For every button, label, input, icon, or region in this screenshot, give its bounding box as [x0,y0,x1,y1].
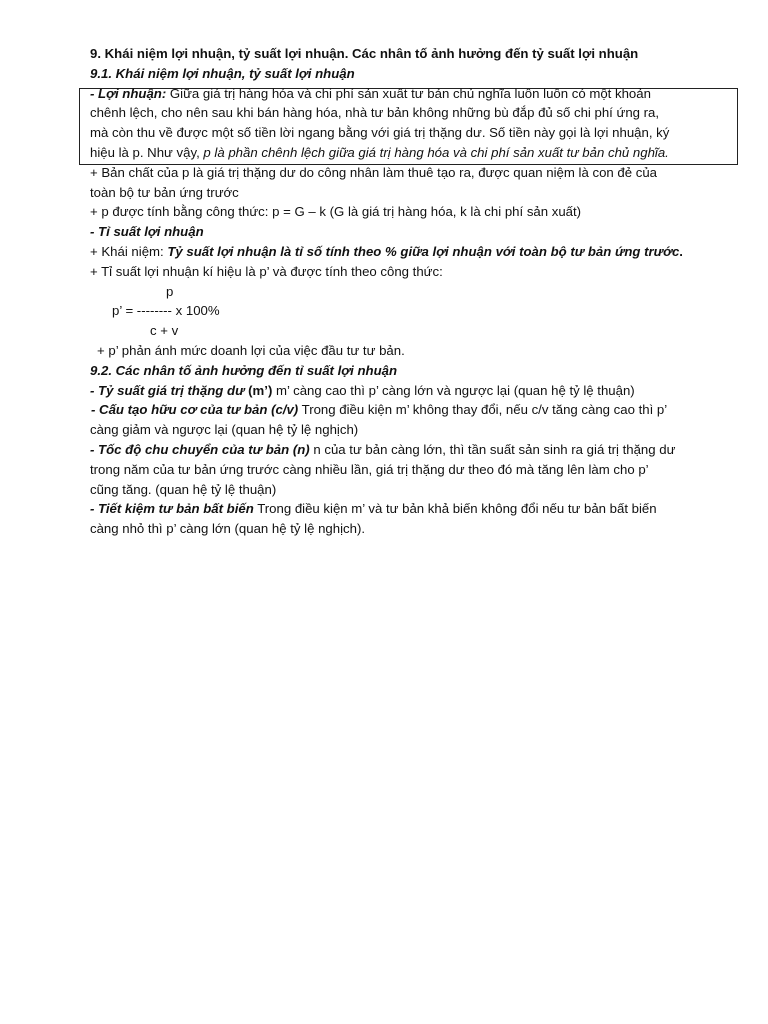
factor-3-text: n của tư bản càng lớn, thì tần suất sản sinh ra giá trị thặng dư [309,441,676,457]
profit-definition-line-2: chênh lệch, cho nên sau khi bán hàng hóa, nhà tư bản không những bù đắp đủ số chi phí ứng ra, [90,105,660,121]
concept-line [90,242,730,262]
profit-definition-line-3: mà còn thu về được một số tiền lời ngang bằng với giá trị thặng dư. Số tiền này gọi là lợi nhuận, ký [90,125,670,141]
factor-1-symbol: (m’) [248,382,273,398]
profit-definition-line-4 [90,143,730,163]
concept-text: Tỷ suất lợi nhuận là tỉ số tính theo % giữa lợi nhuận với toàn bộ tư bản ứng trước [167,243,680,259]
profit-definition-italic: p là phần chênh lệch giữa giá trị hàng hóa và chi phí sản xuất tư bản chủ nghĩa. [203,144,669,160]
subsection-heading-9-2: 9.2. Các nhân tố ảnh hưởng đến tỉ suất lợi nhuận [90,362,398,378]
factor-4-term: - Tiết kiệm tư bản bất biến [90,501,254,517]
factor-3-line [90,440,730,460]
factor-3-line-2: trong năm của tư bản ứng trước càng nhiều lần, giá trị thặng dư theo đó mà tăng lên làm cho p’ [90,461,649,477]
fraction-expression: p’ = -------- x 100% [112,303,220,319]
factor-3-line-3: cũng tăng. (quan hệ tỷ lệ thuận) [90,481,277,497]
concept-label: + Khái niệm: [90,243,168,259]
factor-2-line-2: càng giảm và ngược lại (quan hệ tỷ lệ nghịch) [90,422,359,438]
profit-rate-title: - Tỉ suất lợi nhuận [90,224,204,240]
factor-1-line [90,381,730,401]
profit-formula-line: + p được tính bằng công thức: p = G – k (G là giá trị hàng hóa, k là chi phí sản xuất) [90,204,582,220]
profit-symbol-text: hiệu là p. Như vậy, [90,144,204,160]
profit-definition-text: Giữa giá trị hàng hóa và chi phí sản xuất tư bản chủ nghĩa luôn luôn có một khoản [166,85,651,101]
essence-line-1: + Bản chất của p là giá trị thặng dư do công nhân làm thuê tạo ra, được quan niệm là con đẻ của [90,164,657,180]
factor-2-line [90,400,730,420]
fraction-denominator: c + v [150,323,179,339]
factor-4-text: Trong điều kiện m’ và tư bản khả biến không đổi nếu tư bản bất biến [253,501,657,517]
factor-4-line-2: càng nhỏ thì p’ càng lớn (quan hệ tỷ lệ nghịch). [90,521,366,537]
factor-2-term: - Cấu tạo hữu cơ của tư bản (c/v) [91,402,299,418]
essence-line-2: toàn bộ tư bản ứng trước [90,184,239,200]
factor-2-text: Trong điều kiện m’ không thay đổi, nếu c/v tăng càng cao thì p’ [298,402,668,418]
fraction-numerator: p [166,283,174,299]
factor-1-text: m’ càng cao thì p’ càng lớn và ngược lại (quan hệ tỷ lệ thuận) [272,382,635,398]
factor-3-term: - Tốc độ chu chuyển của tư bản (n) [90,441,310,457]
factor-1-term: - Tỷ suất giá trị thặng dư [90,382,249,398]
subsection-heading-9-1: 9.1. Khái niệm lợi nhuận, tỷ suất lợi nhuận [90,65,355,81]
factor-4-line [90,499,730,519]
symbol-line: + Tỉ suất lợi nhuận kí hiệu là p’ và được tính theo công thức: [90,263,443,279]
document-page [90,44,730,539]
reflects-line: + p’ phản ánh mức doanh lợi của việc đầu tư tư bản. [97,342,405,358]
profit-term: - Lợi nhuận: [90,85,167,101]
section-heading: 9. Khái niệm lợi nhuận, tỷ suất lợi nhuận. Các nhân tố ảnh hưởng đến tỷ suất lợi nhuận [90,46,639,61]
concept-end: . [679,243,683,259]
profit-definition-line-1 [90,84,730,104]
